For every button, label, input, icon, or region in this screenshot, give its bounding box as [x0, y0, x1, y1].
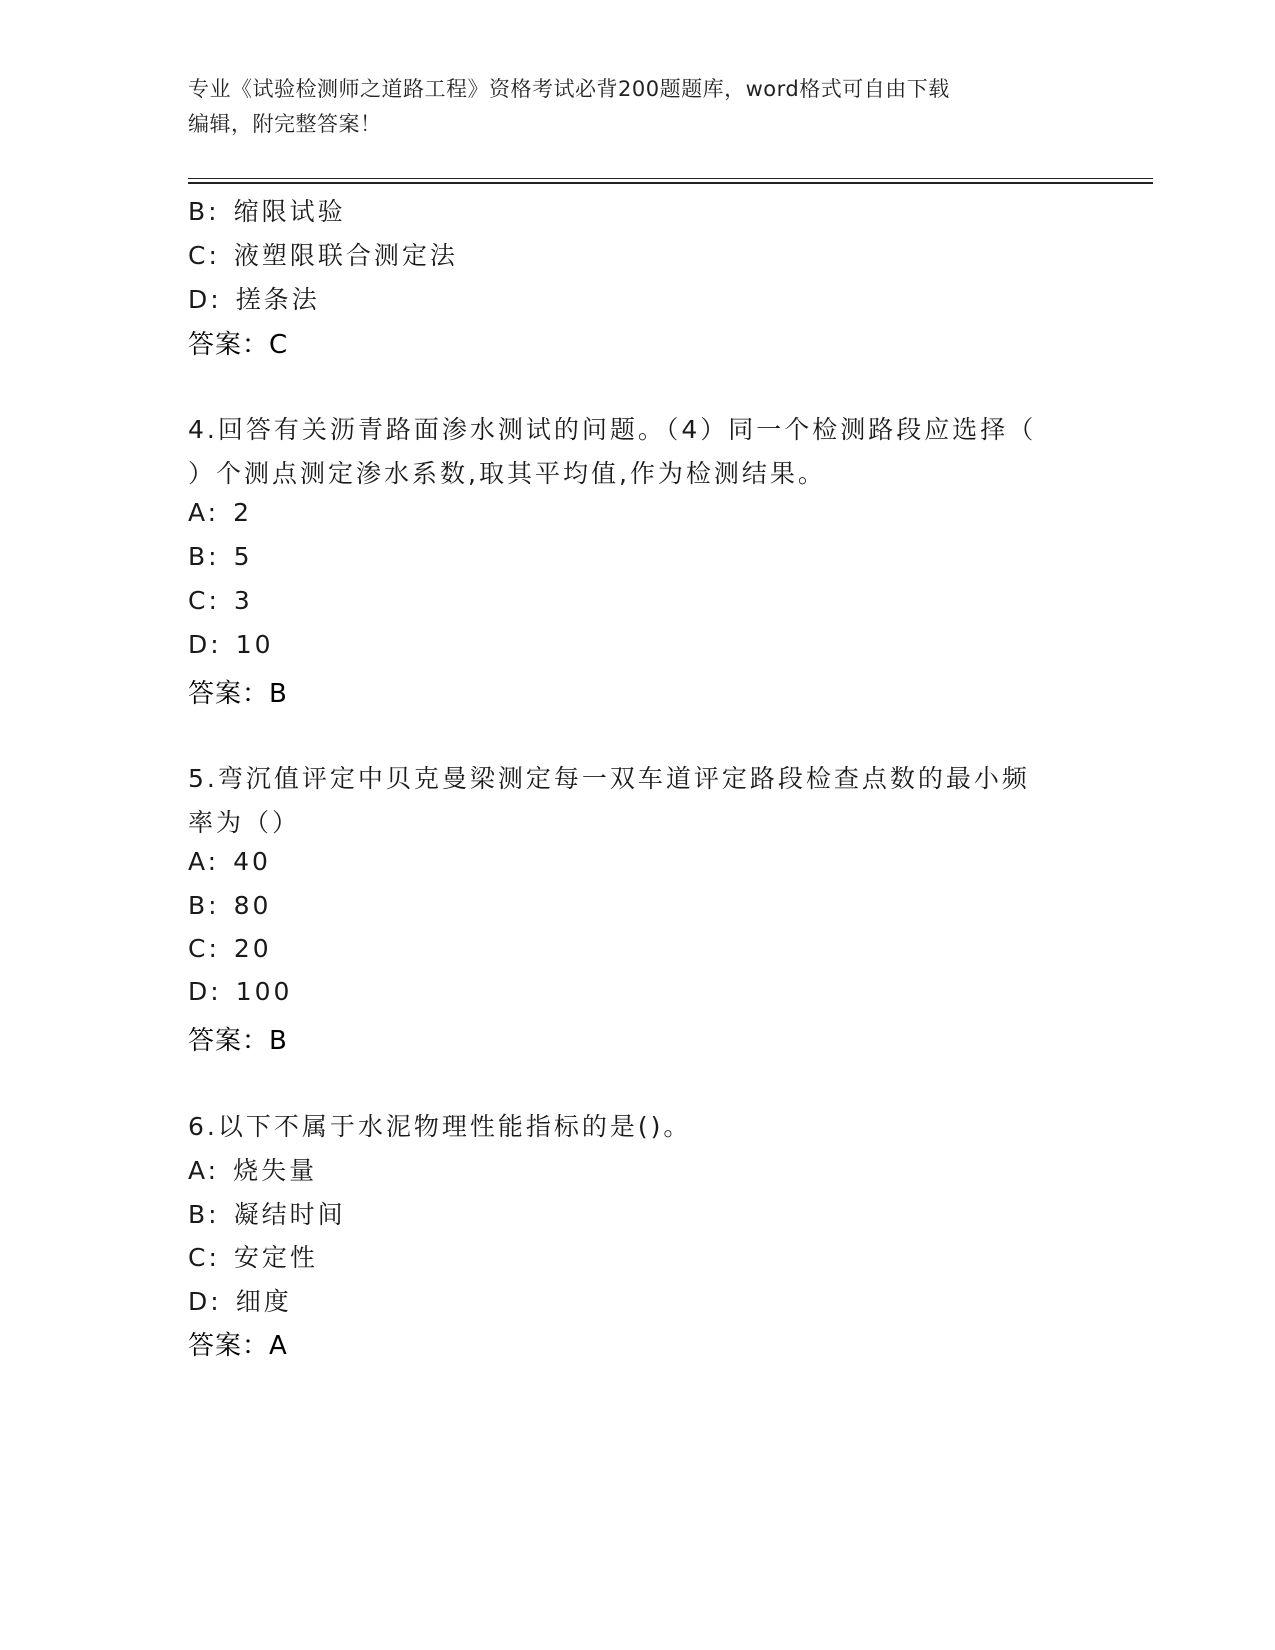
document-header: [188, 72, 1068, 142]
option-text: 80: [233, 891, 272, 920]
option-row: [188, 977, 292, 1006]
option-text: 安定性: [233, 1243, 318, 1272]
option-key: D:: [188, 630, 222, 659]
option-key: D:: [188, 1287, 222, 1316]
option-text: 5: [233, 542, 253, 571]
answer-line: 答案：B: [188, 679, 288, 709]
option-key: C:: [188, 934, 220, 963]
option-text: 烧失量: [233, 1156, 318, 1185]
option-key: B:: [188, 542, 220, 571]
option-key: B:: [188, 197, 220, 226]
option-row: [188, 1195, 346, 1231]
option-text: 凝结时间: [233, 1200, 346, 1229]
header-line-2: 编辑，附完整答案！: [188, 112, 382, 136]
option-row: [188, 934, 272, 963]
option-row: [188, 847, 271, 876]
option-key: D:: [188, 285, 222, 314]
question-stem: 6.以下不属于水泥物理性能指标的是()。: [188, 1112, 692, 1141]
option-key: D:: [188, 977, 222, 1006]
option-key: A:: [188, 847, 220, 876]
header-divider-thin: [188, 178, 1153, 179]
option-row: [188, 1282, 292, 1318]
option-text: 40: [233, 847, 271, 876]
option-row: [188, 586, 253, 615]
option-row: [188, 891, 271, 920]
answer-line: 答案：B: [188, 1026, 288, 1056]
option-text: 10: [235, 630, 274, 659]
question-stem: 4.回答有关沥青路面渗水测试的问题。（4）同一个检测路段应选择（: [188, 415, 1037, 444]
option-text: 100: [235, 977, 293, 1006]
option-row: [188, 192, 346, 228]
answer-line: 答案：A: [188, 1331, 288, 1361]
option-key: A:: [188, 498, 220, 527]
option-text: 缩限试验: [233, 197, 346, 226]
question-stem: ）个测点测定渗水系数,取其平均值,作为检测结果。: [188, 459, 826, 488]
option-row: [188, 542, 252, 571]
option-row: [188, 1238, 318, 1274]
header-divider-thick: [188, 182, 1153, 184]
option-row: [188, 236, 458, 272]
option-row: [188, 1151, 317, 1187]
answer-line: 答案：C: [188, 330, 289, 360]
option-text: 3: [233, 586, 253, 615]
option-text: 2: [233, 498, 252, 527]
option-row: [188, 280, 320, 316]
question-stem: 5.弯沉值评定中贝克曼梁测定每一双车道评定路段检查点数的最小频: [188, 764, 1030, 793]
option-key: B:: [188, 1200, 220, 1229]
option-key: C:: [188, 1243, 220, 1272]
option-key: B:: [188, 891, 220, 920]
header-line-1: 专业《试验检测师之道路工程》资格考试必背200题题库，word格式可自由下载: [188, 77, 950, 101]
option-text: 搓条法: [235, 285, 320, 314]
option-key: C:: [188, 586, 220, 615]
option-row: [188, 630, 274, 659]
option-text: 20: [233, 934, 272, 963]
option-text: 液塑限联合测定法: [233, 241, 458, 270]
option-text: 细度: [235, 1287, 292, 1316]
question-stem: 率为（）: [188, 808, 301, 837]
option-key: C:: [188, 241, 220, 270]
option-row: [188, 498, 252, 527]
option-key: A:: [188, 1156, 220, 1185]
